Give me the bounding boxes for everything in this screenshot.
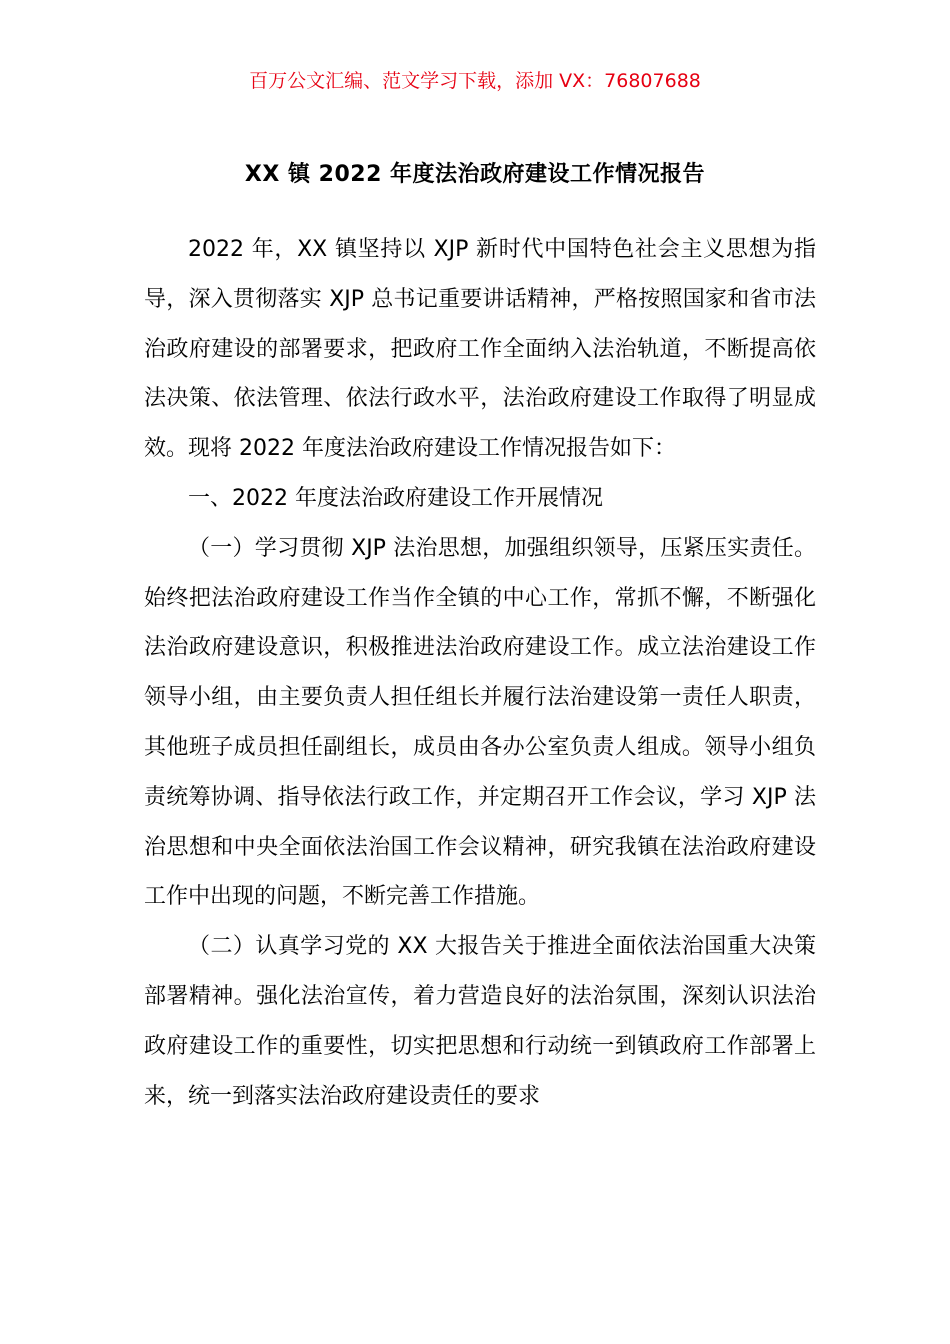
- document-body: [144, 225, 816, 1121]
- section-heading-1: 一、2022 年度法治政府建设工作开展情况: [188, 485, 603, 511]
- document-title: XX 镇 2022 年度法治政府建设工作情况报告: [244, 162, 706, 187]
- paragraph-item-1: （一）学习贯彻 XJP 法治思想，加强组织领导，压紧压实责任。始终把法治政府建设工作当作全镇的中心工作，常抓不懈，不断强化法治政府建设意识，积极推进法治政府建设工作。成立法治建设工作领导小组，由主要负责人担任组长并履行法治建设第一责任人职责，其他班子成员担任副组长，成员由各办公室负责人组成。领导小组负责统筹协调、指导依法行政工作，并定期召开工作会议，学习 XJP 法治思想和中央全面依法治国工作会议精神，研究我镇在法治政府建设工作中出现的问题，不断完善工作措施。: [144, 535, 816, 910]
- paragraph-intro: 2022 年，XX 镇坚持以 XJP 新时代中国特色社会主义思想为指导，深入贯彻落实 XJP 总书记重要讲话精神，严格按照国家和省市法治政府建设的部署要求，把政府工作全面纳入法治轨道，不断提高依法决策、依法管理、依法行政水平，法治政府建设工作取得了明显成效。现将 2022 年度法治政府建设工作情况报告如下：: [144, 237, 816, 462]
- paragraph-item-2: （二）认真学习党的 XX 大报告关于推进全面依法治国重大决策部署精神。强化法治宣传，着力营造良好的法治氛围，深刻认识法治政府建设工作的重要性，切实把思想和行动统一到镇政府工作部署上来，统一到落实法治政府建设责任的要求: [144, 934, 816, 1109]
- header-banner: 百万公文汇编、范文学习下载，添加 VX：76807688: [249, 70, 701, 92]
